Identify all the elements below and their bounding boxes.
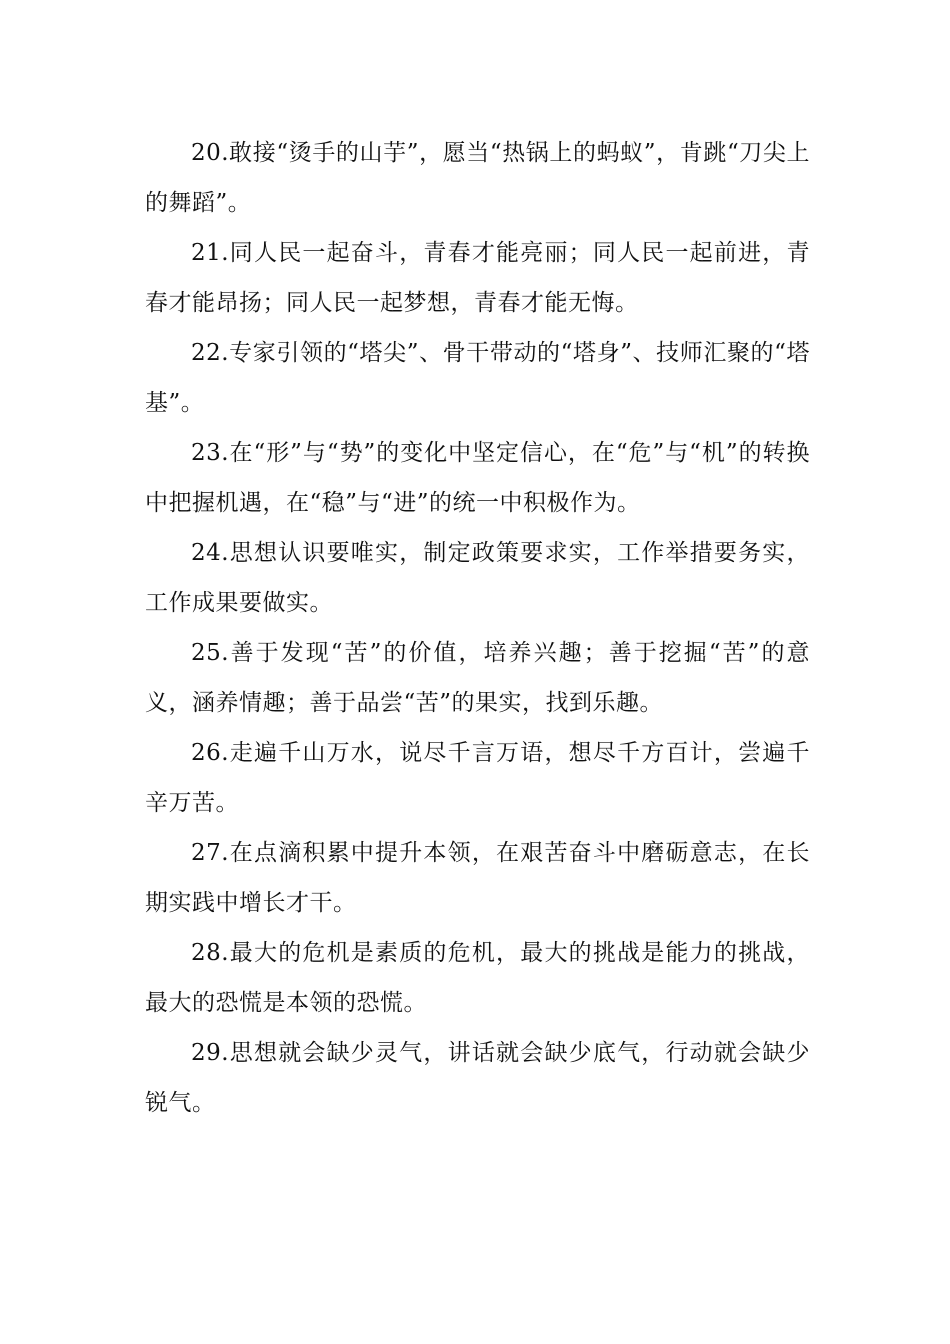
paragraph-26: 26.走遍千山万水，说尽千言万语，想尽千方百计，尝遍千辛万苦。 (145, 740, 810, 816)
paragraph-27: 27.在点滴积累中提升本领，在艰苦奋斗中磨砺意志，在长期实践中增长才干。 (145, 840, 810, 916)
paragraph-22: 22.专家引领的“塔尖”、骨干带动的“塔身”、技师汇聚的“塔基”。 (145, 340, 810, 416)
paragraph-23: 23.在“形”与“势”的变化中坚定信心，在“危”与“机”的转换中把握机遇，在“稳”与“进”的统一中积极作为。 (145, 440, 810, 516)
paragraph-24: 24.思想认识要唯实，制定政策要求实，工作举措要务实，工作成果要做实。 (145, 540, 810, 616)
paragraph-28: 28.最大的危机是素质的危机，最大的挑战是能力的挑战，最大的恐慌是本领的恐慌。 (145, 940, 810, 1016)
document-body (145, 128, 810, 1128)
paragraph-29: 29.思想就会缺少灵气，讲话就会缺少底气，行动就会缺少锐气。 (145, 1040, 810, 1116)
paragraph-20: 20.敢接“烫手的山芋”，愿当“热锅上的蚂蚁”，肯跳“刀尖上的舞蹈”。 (145, 140, 810, 216)
paragraph-25: 25.善于发现“苦”的价值，培养兴趣；善于挖掘“苦”的意义，涵养情趣；善于品尝“苦”的果实，找到乐趣。 (145, 640, 810, 716)
paragraph-21: 21.同人民一起奋斗，青春才能亮丽；同人民一起前进，青春才能昂扬；同人民一起梦想，青春才能无悔。 (145, 240, 810, 316)
